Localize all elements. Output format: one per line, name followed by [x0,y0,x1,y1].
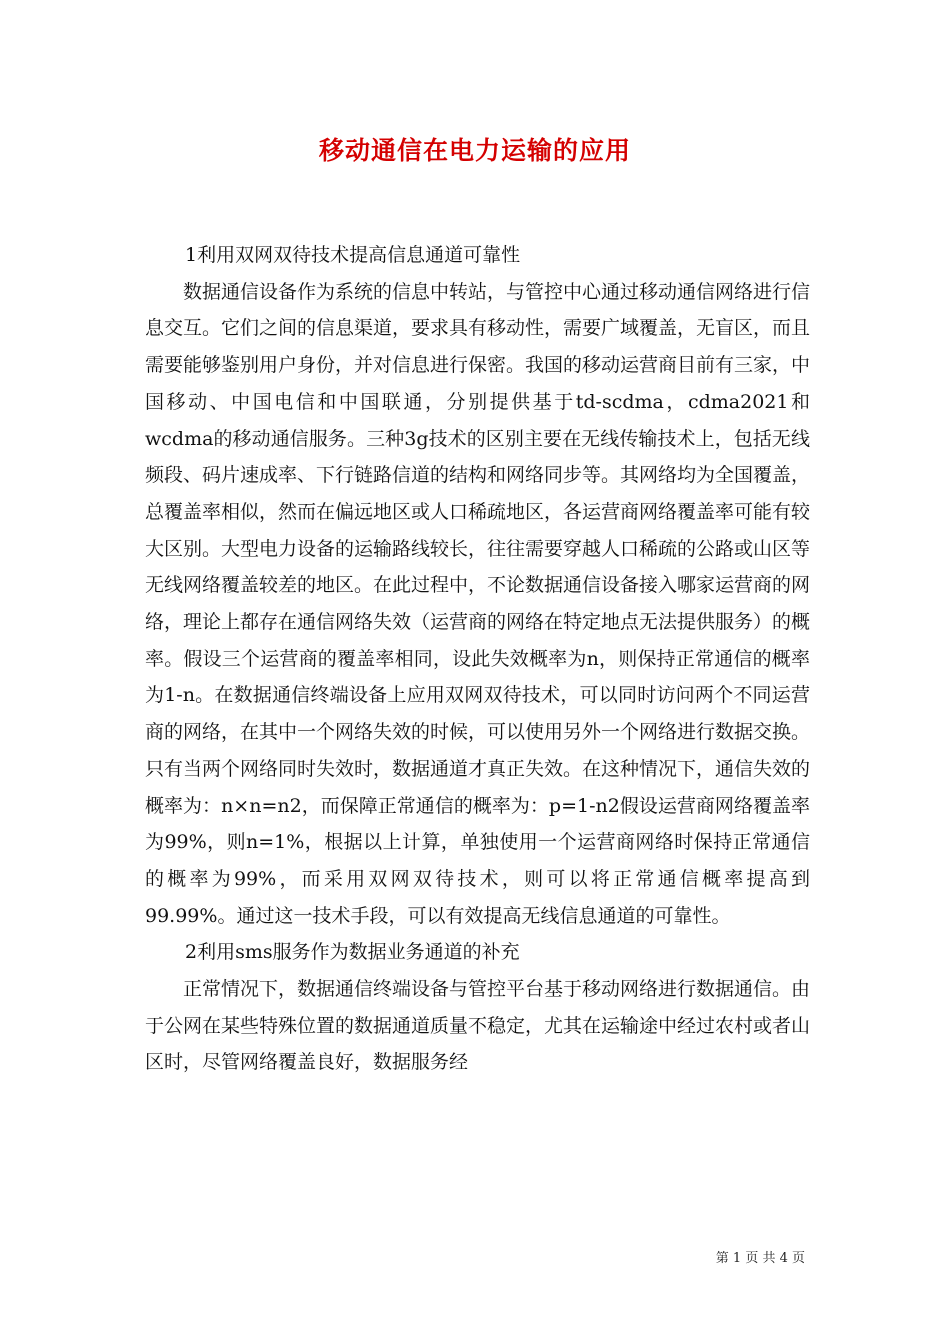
section-2-paragraph: 正常情况下，数据通信终端设备与管控平台基于移动网络进行数据通信。由于公网在某些特殊位置的数据通道质量不稳定，尤其在运输途中经过农村或者山区时，尽管网络覆盖良好，数据服务经 [145,978,811,1074]
page-number: 第 1 页 共 4 页 [715,1251,805,1266]
section-1-heading: 1利用双网双待技术提高信息通道可靠性 [185,244,521,266]
document-body [145,237,810,1081]
section-1-paragraph: 数据通信设备作为系统的信息中转站，与管控中心通过移动通信网络进行信息交互。它们之间的信息渠道，要求具有移动性，需要广域覆盖，无盲区，而且需要能够鉴别用户身份，并对信息进行保密。我国的移动运营商目前有三家，中国移动、中国电信和中国联通，分别提供基于td-scdma，cdma2021和wcdma的移动通信服务。三种3g技术的区别主要在无线传输技术上，包括无线频段、码片速成率、下行链路信道的结构和网络同步等。其网络均为全国覆盖，总覆盖率相似，然而在偏远地区或人口稀疏地区，各运营商网络覆盖率可能有较大区别。大型电力设备的运输路线较长，往往需要穿越人口稀疏的公路或山区等无线网络覆盖较差的地区。在此过程中，不论数据通信设备接入哪家运营商的网络，理论上都存在通信网络失效（运营商的网络在特定地点无法提供服务）的概率。假设三个运营商的覆盖率相同，设此失效概率为n，则保持正常通信的概率为1-n。在数据通信终端设备上应用双网双待技术，可以同时访问两个不同运营商的网络，在其中一个网络失效的时候，可以使用另外一个网络进行数据交换。只有当两个网络同时失效时，数据通道才真正失效。在这种情况下，通信失效的概率为：n×n=n2，而保障正常通信的概率为：p=1-n2假设运营商网络覆盖率为99%，则n=1%，根据以上计算，单独使用一个运营商网络时保持正常通信的概率为99%，而采用双网双待技术，则可以将正常通信概率提高到99.99%。通过这一技术手段，可以有效提高无线信息通道的可靠性。 [145,280,811,927]
section-2-heading: 2利用sms服务作为数据业务通道的补充 [185,941,520,964]
document-title: 移动通信在电力运输的应用 [318,136,631,165]
